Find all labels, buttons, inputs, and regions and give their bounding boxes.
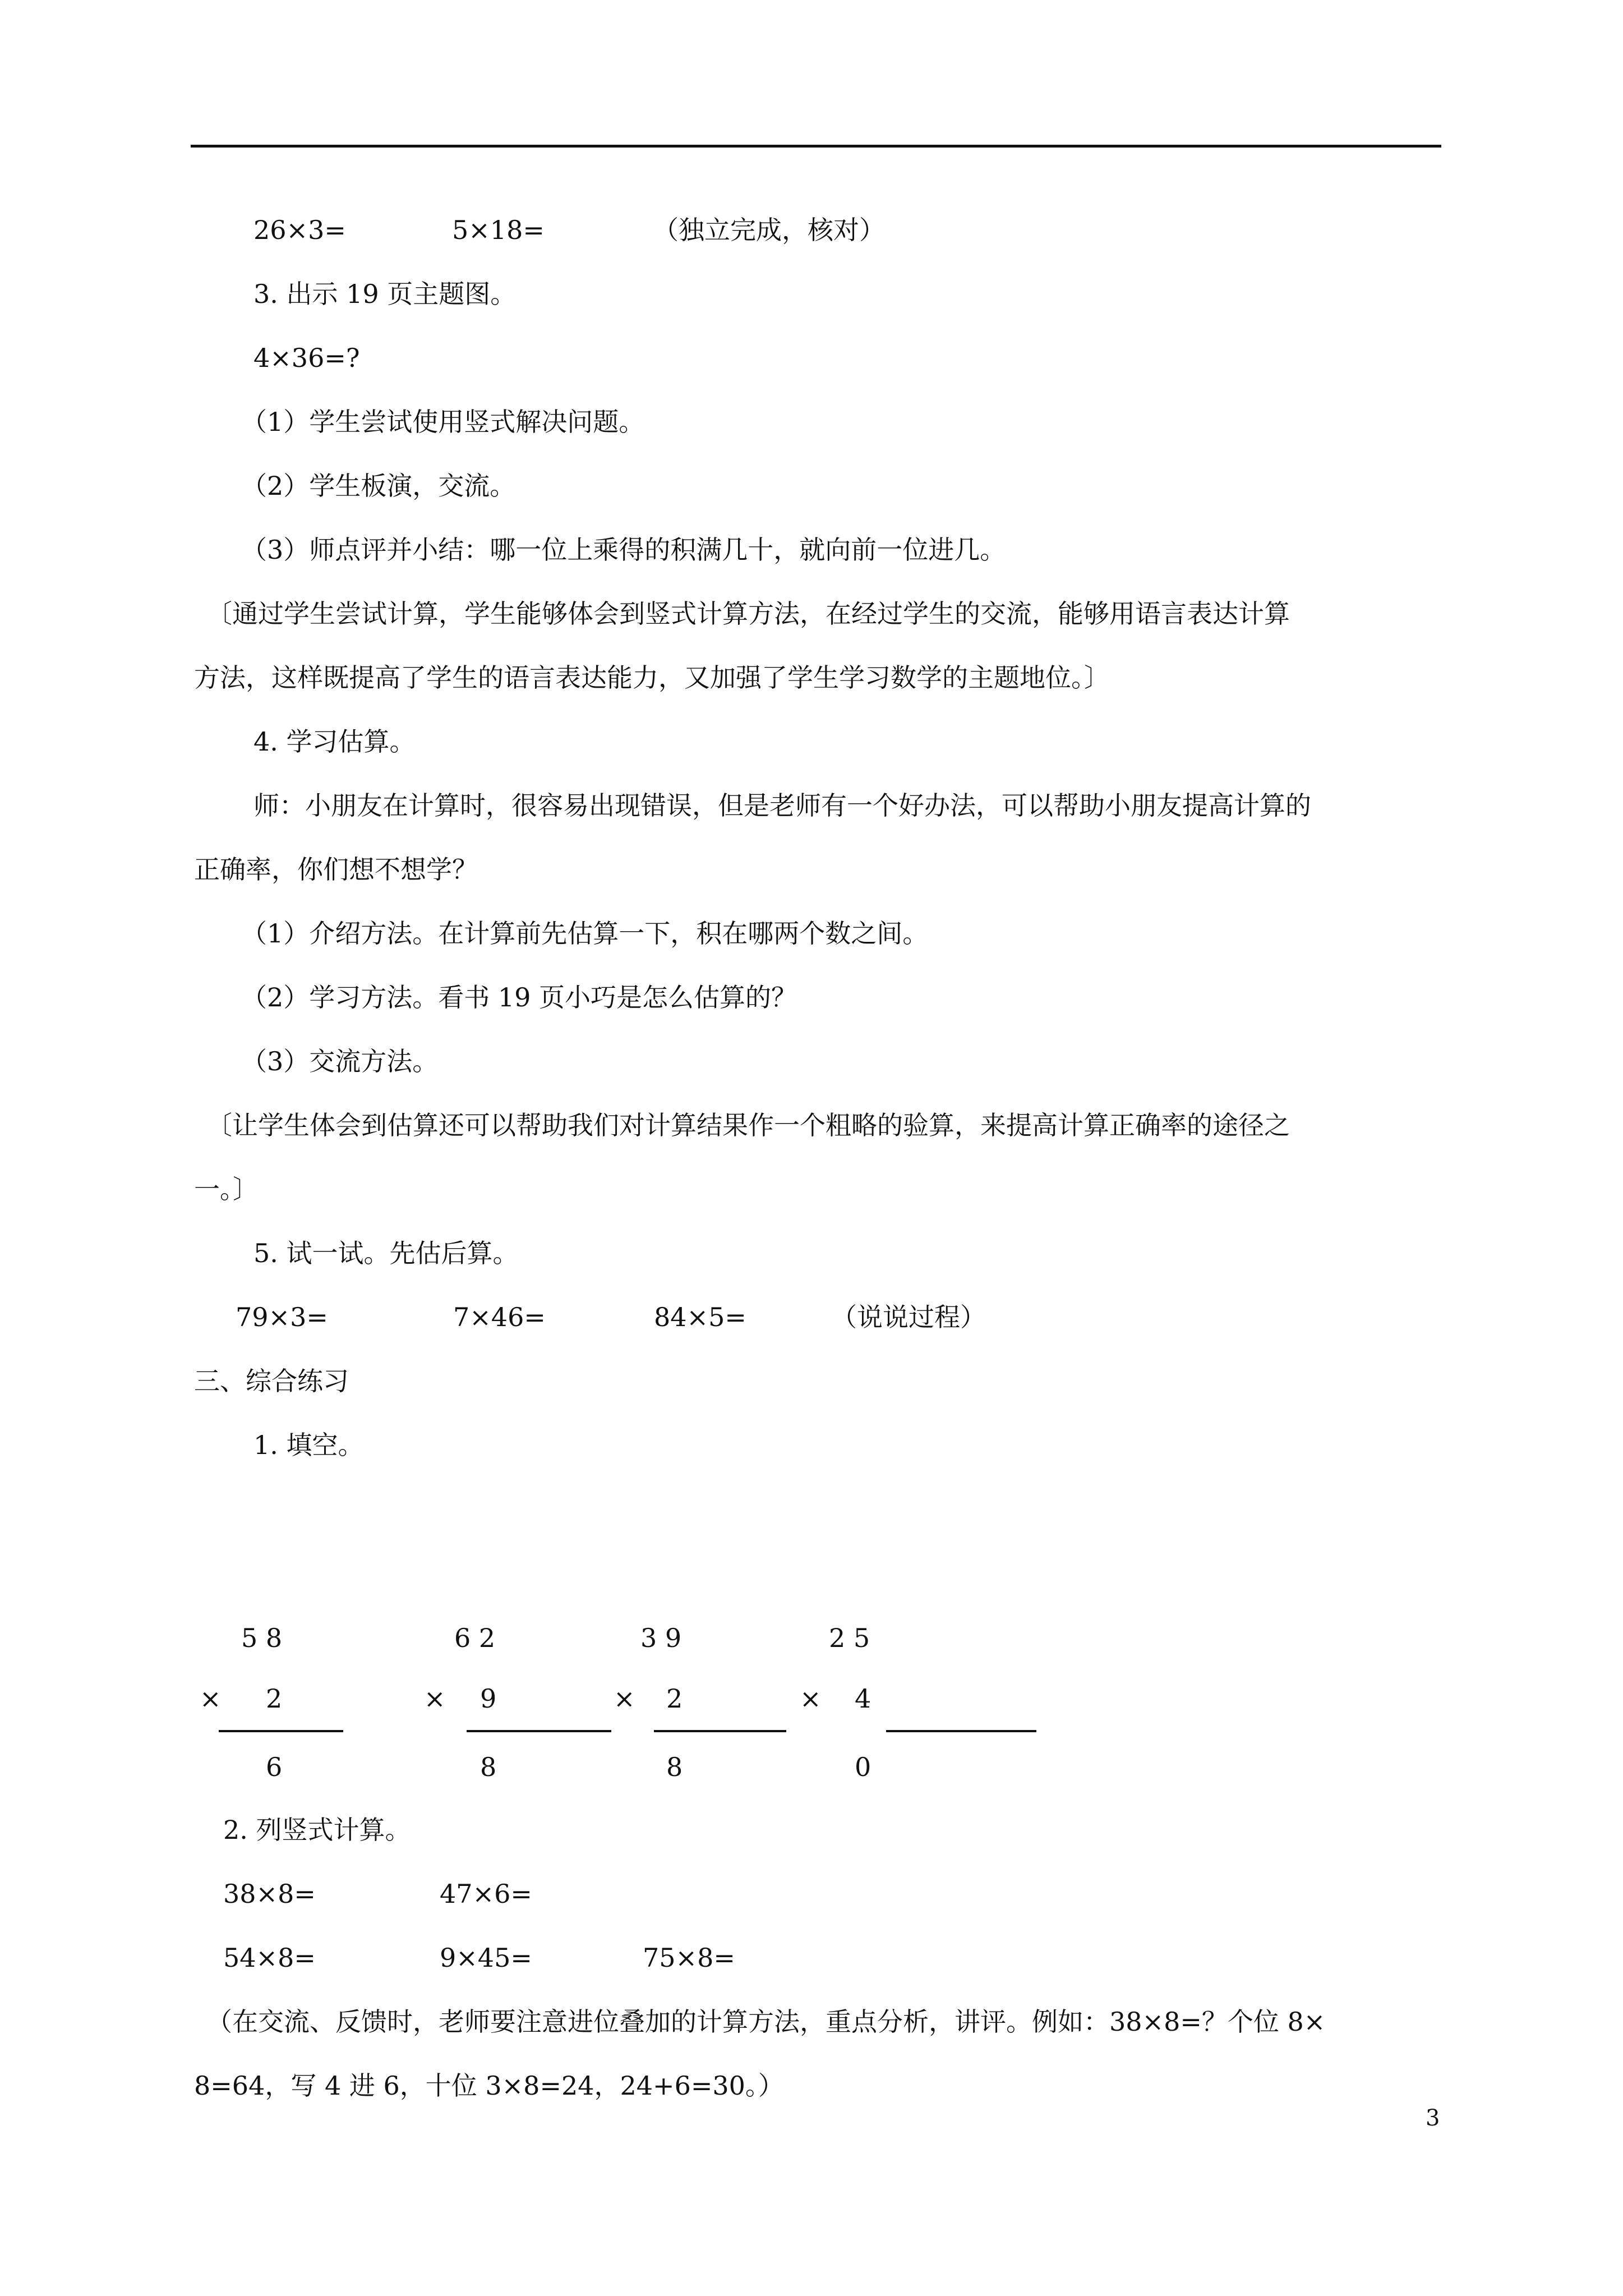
expression-75x8: 75×8= [643, 1943, 735, 1973]
vertical-1-rule [219, 1730, 343, 1732]
substep-3: （3）师点评并小结：哪一位上乘得的积满几十，就向前一位进几。 [241, 535, 1006, 565]
expression-26x3: 26×3= [253, 215, 346, 245]
expression-7x46: 7×46= [453, 1302, 546, 1332]
vertical-2-top: 6 2 [454, 1623, 496, 1653]
feedback-note-a: （在交流、反馈时，老师要注意进位叠加的计算方法，重点分析，讲评。例如：38×8=？个位 8× [206, 2007, 1326, 2037]
step-4-title: 4. 学习估算。 [253, 726, 416, 757]
vertical-4-multiplier: 4 [855, 1683, 872, 1714]
vertical-1-top: 5 8 [241, 1623, 283, 1653]
exercise-2-title: 2. 列竖式计算。 [223, 1815, 411, 1845]
expression-84x5: 84×5= [654, 1302, 746, 1332]
teacher-speech-b: 正确率，你们想不想学？ [194, 854, 478, 885]
expression-5x18: 5×18= [452, 215, 545, 245]
vertical-2-multiplier: 9 [480, 1683, 497, 1714]
vertical-4-operator: × [800, 1683, 822, 1714]
vertical-3-multiplier: 2 [666, 1683, 683, 1714]
step-5-title: 5. 试一试。先估后算。 [253, 1238, 519, 1268]
vertical-1-multiplier: 2 [266, 1683, 283, 1714]
substep-2: （2）学生板演，交流。 [241, 471, 516, 501]
expression-9x45: 9×45= [440, 1943, 532, 1973]
vertical-3-answer-hint[interactable]: 8 [666, 1752, 683, 1782]
vertical-2-operator: × [424, 1683, 446, 1714]
design-note-1a: 〔通过学生尝试计算，学生能够体会到竖式计算方法，在经过学生的交流，能够用语言表达计算 [206, 599, 1290, 629]
design-note-1b: 方法，这样既提高了学生的语言表达能力，又加强了学生学习数学的主题地位。〕 [194, 662, 1110, 693]
vertical-3-operator: × [614, 1683, 635, 1714]
expression-47x6: 47×6= [440, 1879, 532, 1909]
substep-1: （1）学生尝试使用竖式解决问题。 [241, 407, 645, 437]
expression-54x8: 54×8= [223, 1943, 316, 1973]
page-number: 3 [1426, 2105, 1440, 2131]
design-note-2a: 〔让学生体会到估算还可以帮助我们对计算结果作一个粗略的验算，来提高计算正确率的途径之 [206, 1110, 1290, 1140]
expression-38x8: 38×8= [223, 1879, 316, 1909]
vertical-2-answer-hint[interactable]: 8 [480, 1752, 497, 1782]
vertical-3-rule [654, 1730, 786, 1732]
vertical-4-top: 2 5 [829, 1623, 870, 1653]
step-3-title: 3. 出示 19 页主题图。 [253, 279, 517, 309]
exercise-1-title: 1. 填空。 [253, 1430, 364, 1460]
vertical-2-rule [467, 1730, 611, 1732]
section-3-heading: 三、综合练习 [194, 1366, 349, 1396]
vertical-1-answer-hint[interactable]: 6 [266, 1752, 283, 1782]
estimate-substep-1: （1）介绍方法。在计算前先估算一下，积在哪两个数之间。 [241, 918, 929, 949]
feedback-note-b: 8=64，写 4 进 6，十位 3×8=24，24+6=30。） [194, 2070, 784, 2101]
estimate-substep-2: （2）学习方法。看书 19 页小巧是怎么估算的？ [241, 982, 797, 1013]
vertical-4-answer-hint[interactable]: 0 [855, 1752, 872, 1782]
vertical-3-top: 3 9 [640, 1623, 682, 1653]
vertical-1-operator: × [200, 1683, 222, 1714]
design-note-2b: 一。〕 [194, 1174, 259, 1204]
estimate-substep-3: （3）交流方法。 [241, 1046, 439, 1076]
note-explain: （说说过程） [831, 1302, 986, 1332]
expression-4x36: 4×36=? [253, 343, 360, 373]
expression-79x3: 79×3= [236, 1302, 328, 1332]
note-independent: （独立完成，核对） [653, 215, 885, 245]
vertical-4-rule [886, 1730, 1036, 1732]
header-rule [191, 145, 1441, 148]
teacher-speech-a: 师：小朋友在计算时，很容易出现错误，但是老师有一个好办法，可以帮助小朋友提高计算的 [253, 790, 1311, 821]
